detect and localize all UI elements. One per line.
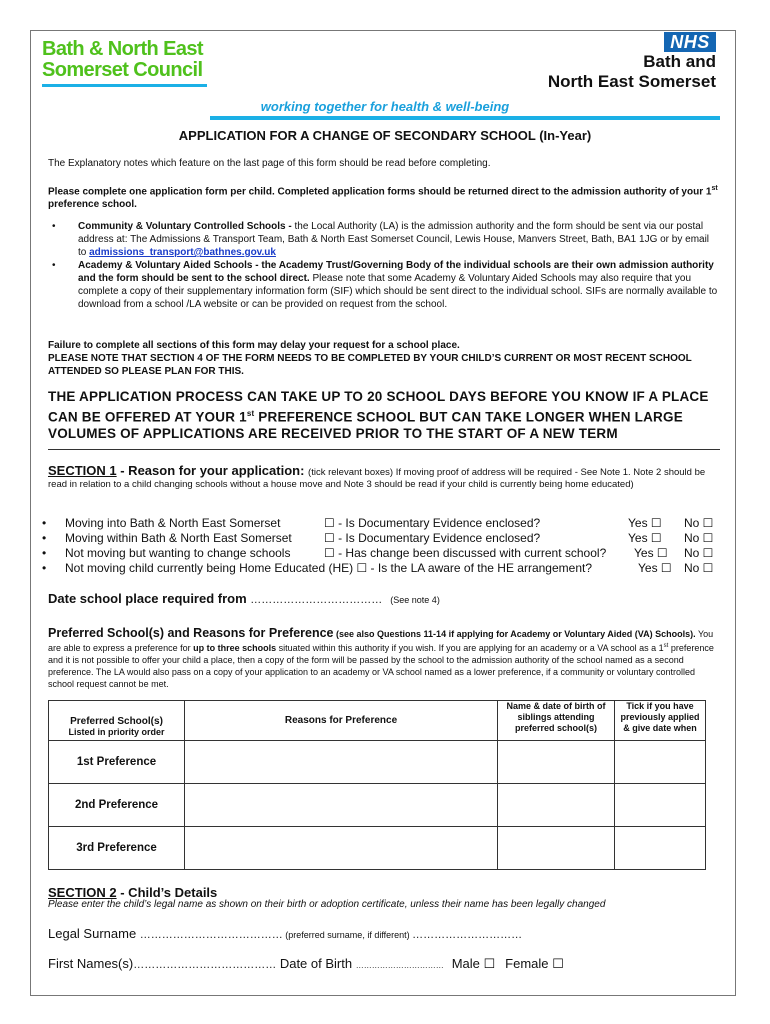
preferences-body-b: situated within this authority if you wish. If you are applying for an academy or a VA school as a 1 [276, 643, 664, 653]
process-notice [48, 389, 720, 442]
reasons-cell[interactable] [185, 827, 498, 870]
previously-applied-cell[interactable] [615, 827, 706, 870]
yes-checkbox[interactable]: Yes ☐ [634, 546, 668, 560]
first-names-field[interactable] [48, 956, 728, 972]
instruction-part-b: preference school. [48, 199, 137, 211]
table-row[interactable] [49, 784, 706, 827]
preferences-body-a: You are able to express a preference for [48, 629, 714, 653]
yes-checkbox[interactable]: Yes ☐ [628, 531, 662, 545]
table-row[interactable] [49, 741, 706, 784]
process-notice-b: PREFERENCE SCHOOL BUT CAN TAKE LONGER WHEN LARGE VOLUMES OF APPLICATIONS ARE RECEIVED PRIOR TO THE START OF A NEW TERM [48, 409, 683, 441]
date-required-input[interactable]: ……………………………… [250, 594, 383, 606]
preferences-table [48, 700, 706, 870]
previously-applied-cell[interactable] [615, 741, 706, 784]
bullet-community-text: the Local Authority (LA) is the admission authority and the form should be sent via our postal address at: The Admissions & Transport Team, Bath & North East Somerset Council, Lewis House, Manvers Street, Bath, BA1 1JG or by email to [78, 221, 710, 258]
reason-row[interactable] [42, 516, 728, 531]
male-checkbox[interactable]: Male ☐ [451, 956, 496, 971]
no-checkbox[interactable]: No ☐ [684, 561, 714, 575]
bullet-academy-title: Academy & Voluntary Aided Schools - the Academy Trust/Governing Body of the individual schools are their own admission authority and the form should be sent to the school direct. [78, 260, 714, 284]
instruction-sup: st [711, 185, 718, 192]
bullet: • [42, 531, 47, 545]
preferences-intro [48, 627, 720, 690]
bullet: • [42, 546, 47, 560]
legal-surname-input[interactable]: ………………………………… [139, 929, 283, 941]
reasons-cell[interactable] [185, 784, 498, 827]
table-row[interactable] [49, 827, 706, 870]
explanatory-note: The Explanatory notes which feature on the last page of this form should be read before completing. [48, 158, 491, 169]
council-name-line1: Bath & North East [42, 38, 203, 60]
legal-surname-field[interactable] [48, 926, 728, 941]
reason-row[interactable] [42, 531, 728, 546]
col-reasons: Reasons for Preference [185, 701, 498, 741]
reason-question[interactable]: ☐ - Is Documentary Evidence enclosed? [324, 516, 541, 530]
legal-surname-label: Legal Surname [48, 926, 140, 941]
section2-instruction: Please enter the child’s legal name as shown on their birth or adoption certificate, unless their name has been legally changed [48, 899, 606, 910]
nhs-logo: NHS [664, 32, 716, 52]
no-checkbox[interactable]: No ☐ [684, 516, 714, 530]
council-logo [42, 39, 203, 81]
nhs-line1: Bath and [643, 52, 716, 71]
yes-checkbox[interactable]: Yes ☐ [628, 516, 662, 530]
preferred-surname-label: (preferred surname, if different) [282, 930, 413, 940]
preference-label[interactable]: 1st Preference [49, 741, 185, 784]
col-siblings: Name & date of birth of siblings attending preferred school(s) [498, 701, 615, 741]
bullet-academy-text: Please note that some Academy & Voluntary Aided Schools may also require that you complete a copy of their supplementary information form (SIF) which should be sent direct to the individual school. SIFs are normally available to download from a school /LA website or can be provided on request from the school. [78, 273, 718, 310]
yes-checkbox[interactable]: Yes ☐ [638, 561, 672, 575]
header-divider [210, 116, 720, 120]
section1-header [48, 465, 726, 491]
admission-bullets [48, 220, 720, 311]
bullet-community-title: Community & Voluntary Controlled Schools - [78, 221, 295, 232]
preferences-body-sup: st [663, 643, 669, 649]
date-required-field[interactable] [48, 590, 728, 608]
preferences-heading-note: (see also Questions 11-14 if applying for Academy or Voluntary Aided (VA) Schools). [333, 629, 696, 639]
bullet-academy [48, 259, 720, 311]
bullet: • [42, 561, 47, 575]
siblings-cell[interactable] [498, 784, 615, 827]
section2-title: - Child’s Details [116, 885, 218, 900]
admissions-email-link[interactable]: admissions_transport@bathnes.gov.uk [89, 247, 276, 258]
no-checkbox[interactable]: No ☐ [684, 531, 714, 545]
warning-delay: Failure to complete all sections of this form may delay your request for a school place. [48, 340, 460, 351]
dob-label: Date of Birth [276, 956, 356, 971]
col-preferred-school-a: Preferred School(s) [70, 716, 163, 727]
siblings-cell[interactable] [498, 741, 615, 784]
reason-question[interactable]: ☐ - Is Documentary Evidence enclosed? [324, 531, 541, 545]
council-name-line2: Somerset Council [42, 59, 203, 81]
warning-section4: PLEASE NOTE THAT SECTION 4 OF THE FORM NEEDS TO BE COMPLETED BY YOUR CHILD’S CURRENT OR MOST RECENT SCHOOL ATTENDED SO PLEASE PLAN FOR THIS. [48, 353, 692, 377]
preferred-surname-input[interactable]: ………………………… [412, 929, 523, 941]
reasons-cell[interactable] [185, 741, 498, 784]
process-notice-sup: st [246, 408, 255, 418]
date-required-note: (See note 4) [390, 595, 440, 605]
preference-label[interactable]: 3rd Preference [49, 827, 185, 870]
section2-label: SECTION 2 [48, 885, 117, 900]
council-logo-underline [42, 84, 207, 87]
female-checkbox[interactable]: Female ☐ [505, 956, 564, 971]
bullet: • [42, 516, 47, 530]
table-header-row [49, 701, 706, 741]
section1-label: SECTION 1 [48, 463, 117, 478]
col-previously-applied: Tick if you have previously applied & give date when [615, 701, 706, 741]
nhs-trust-name [548, 52, 716, 92]
preference-label[interactable]: 2nd Preference [49, 784, 185, 827]
page-title: APPLICATION FOR A CHANGE OF SECONDARY SCHOOL (In-Year) [178, 128, 592, 143]
instruction-part-a: Please complete one application form per child. Completed application forms should be returned direct to the admission authority of your 1 [48, 186, 712, 198]
reason-row[interactable] [42, 561, 728, 576]
section1-note: (tick relevant boxes) If moving proof of address will be required - See Note 1. Note 2 should be read in relation to a child changing schools without a house move and Note 3 should be read if your child is currently being home educated) [48, 467, 706, 490]
reason-row[interactable] [42, 546, 728, 561]
reason-question[interactable]: ☐ - Has change been discussed with current school? [324, 546, 607, 560]
preferences-heading: Preferred School(s) and Reasons for Preference [48, 626, 334, 640]
section1-title: - Reason for your application: [116, 463, 309, 478]
nhs-line2: North East Somerset [547, 72, 716, 91]
reason-label: Not moving but wanting to change schools [65, 546, 291, 560]
preferences-body-c: preference and it is not possible to offer your child a place, then a copy of the form will be passed by the school to the admission authority of the school named as a second preference. The LA would also pass on a copy of your application to an academy or VA school named as a lower preference, if a community or voluntary controlled school request cannot be met. [48, 643, 714, 689]
reason-label: Moving within Bath & North East Somerset [65, 531, 292, 545]
date-required-label: Date school place required from [48, 591, 251, 606]
reason-label: Moving into Bath & North East Somerset [65, 516, 281, 530]
col-preferred-school-b: Listed in priority order [68, 727, 165, 737]
warning-block [48, 339, 720, 378]
reason-label[interactable]: Not moving child currently being Home Educated (HE) ☐ - Is the LA aware of the HE arrangement? [65, 561, 593, 575]
tagline: working together for health & well-being [260, 99, 510, 114]
first-names-input[interactable]: ………………………………… [133, 959, 277, 971]
siblings-cell[interactable] [498, 827, 615, 870]
dob-input[interactable]: …………………………… [355, 961, 444, 970]
section-divider [48, 449, 720, 450]
first-names-label: First Names(s) [48, 956, 134, 971]
previously-applied-cell[interactable] [615, 784, 706, 827]
col-preferred-school [49, 701, 185, 741]
preferences-body-bold: up to three schools [193, 643, 277, 653]
process-notice-a: THE APPLICATION PROCESS CAN TAKE UP TO 20 SCHOOL DAYS BEFORE YOU KNOW IF A PLACE CAN BE OFFERED AT YOUR 1 [48, 389, 709, 424]
instruction-text [48, 182, 718, 211]
no-checkbox[interactable]: No ☐ [684, 546, 714, 560]
bullet-community [48, 220, 720, 259]
